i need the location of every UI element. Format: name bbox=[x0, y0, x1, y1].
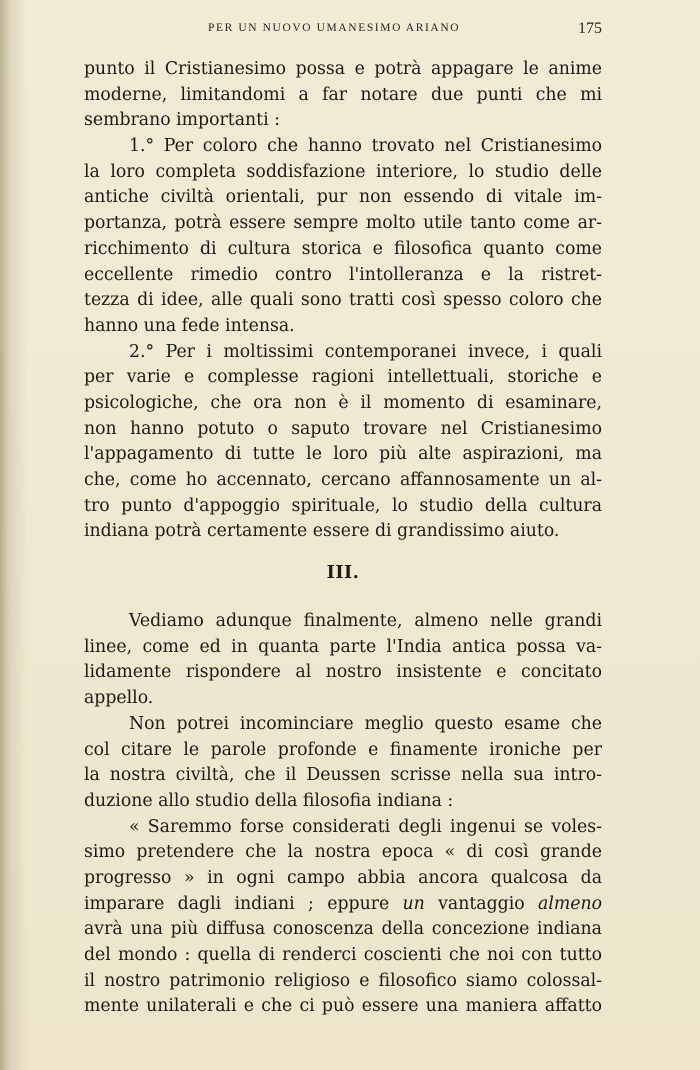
text-line: mente unilaterali e che ci può essere una maniera affatto bbox=[84, 996, 602, 1017]
paragraph-continuation bbox=[84, 57, 602, 134]
text-line: tezza di idee, alle quali sono tratti così spesso coloro che bbox=[84, 290, 602, 311]
running-head: PER UN NUOVO UMANESIMO ARIANO bbox=[208, 22, 461, 34]
emphasis-almeno: almeno bbox=[538, 893, 602, 914]
text-line: portanza, potrà essere sempre molto utile tanto come ar- bbox=[84, 213, 602, 234]
text-fragment: vantaggio bbox=[424, 893, 539, 914]
text-line: tro punto d'appoggio spirituale, lo studio della cultura bbox=[84, 495, 602, 516]
text-line: progresso » in ogni campo abbia ancora qualcosa da bbox=[84, 867, 602, 888]
text-line: psicologiche, che ora non è il momento di esaminare, bbox=[84, 392, 602, 413]
text-line: ricchimento di cultura storica e filosofica quanto come bbox=[84, 238, 602, 259]
text-line: per varie e complesse ragioni intellettuali, storiche e bbox=[84, 367, 602, 388]
text-fragment: imparare dagli indiani ; eppure bbox=[84, 893, 403, 914]
section-heading: III. bbox=[326, 563, 360, 584]
text-line: moderne, limitandomi a far notare due punti che mi bbox=[84, 84, 602, 105]
quotation-deussen bbox=[84, 815, 602, 1021]
text-line: simo pretendere che la nostra epoca « di così grande bbox=[84, 842, 602, 863]
paragraph-point-2 bbox=[84, 340, 602, 546]
text-line: appello. bbox=[84, 688, 154, 709]
text-line: 2.° Per i moltissimi contemporanei invece, i quali bbox=[129, 341, 602, 362]
text-line: l'appagamento di tutte le loro più alte aspirazioni, ma bbox=[84, 444, 602, 465]
text-line: che, come ho accennato, cercano affannosamente un al- bbox=[84, 470, 602, 490]
paragraph-vediamo bbox=[84, 609, 602, 712]
heading-spacer bbox=[84, 595, 602, 609]
text-line: la nostra civiltà, che il Deussen scrisse nella sua intro- bbox=[84, 765, 602, 786]
text-line-with-emphasis bbox=[84, 892, 602, 918]
text-line: « Saremmo forse considerati degli ingenui se voles- bbox=[129, 816, 602, 837]
text-line: sembrano importanti : bbox=[84, 110, 280, 131]
page-number: 175 bbox=[578, 20, 602, 37]
text-line: Non potrei incominciare meglio questo esame che bbox=[129, 713, 602, 734]
text-line: 1.° Per coloro che hanno trovato nel Cristianesimo bbox=[129, 136, 602, 157]
page-header bbox=[84, 20, 602, 42]
text-line: col citare le parole profonde e finamente ironiche per bbox=[84, 739, 602, 760]
text-line: eccellente rimedio contro l'intolleranza e la ristret- bbox=[84, 264, 602, 285]
text-line: indiana potrà certamente essere di grandissimo aiuto. bbox=[84, 521, 560, 542]
text-line: antiche civiltà orientali, pur non essendo di vitale im- bbox=[84, 187, 602, 208]
text-line: avrà una più diffusa conoscenza della concezione indiana bbox=[84, 919, 602, 940]
text-line: Vediamo adunque finalmente, almeno nelle grandi bbox=[129, 611, 602, 632]
text-line: il nostro patrimonio religioso e filosofico siamo colossal- bbox=[84, 970, 602, 991]
text-line: hanno una fede intensa. bbox=[84, 315, 295, 336]
body-text bbox=[84, 57, 602, 1020]
text-line: linee, come ed in quanta parte l'India antica possa va- bbox=[84, 636, 602, 657]
text-line: lidamente rispondere al nostro insistente e concitato bbox=[84, 662, 602, 683]
text-line: duzione allo studio della filosofia indiana : bbox=[84, 790, 454, 811]
text-line: punto il Cristianesimo possa e potrà appagare le anime bbox=[84, 59, 602, 79]
paragraph-point-1 bbox=[84, 134, 602, 340]
emphasis-un: un bbox=[402, 893, 425, 914]
text-line: del mondo : quella di renderci coscienti che noi con tutto bbox=[84, 945, 602, 965]
text-line: non hanno potuto o saputo trovare nel Cristianesimo bbox=[84, 418, 602, 439]
text-line: la loro completa soddisfazione interiore, lo studio delle bbox=[84, 161, 602, 182]
paragraph-non-potrei bbox=[84, 712, 602, 815]
